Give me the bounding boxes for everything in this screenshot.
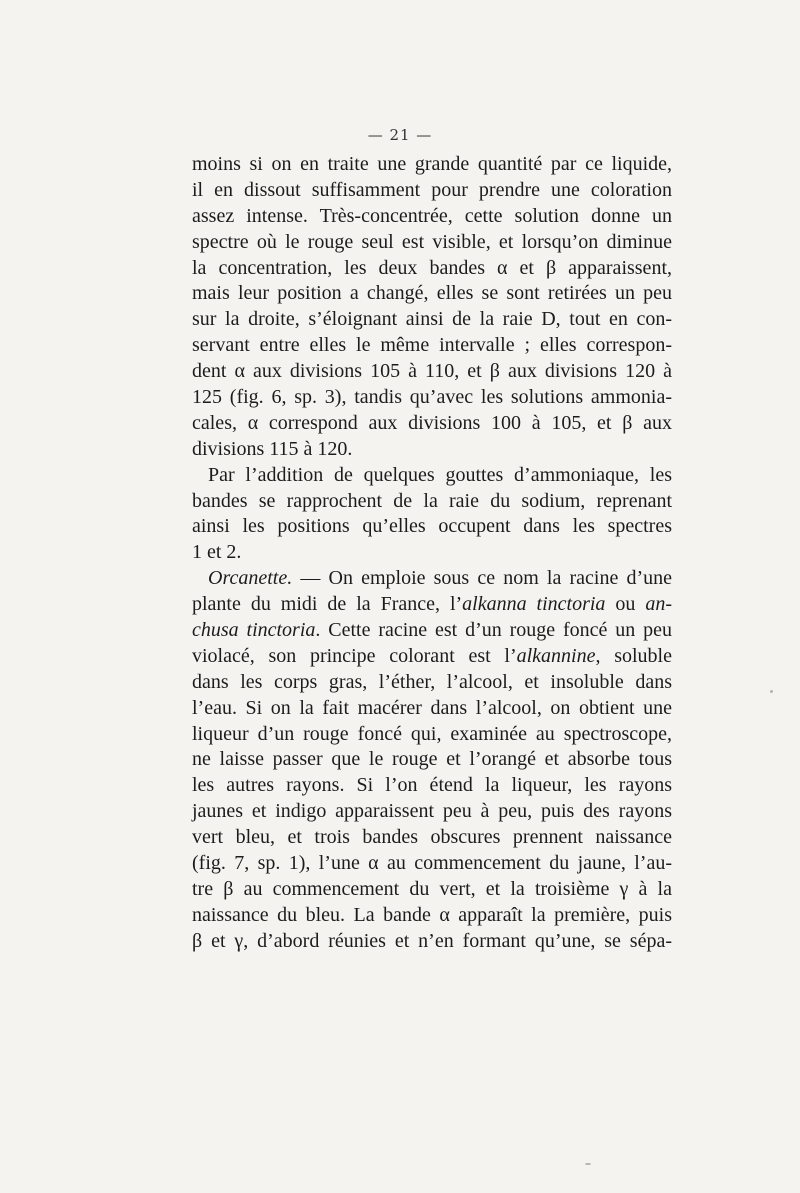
latin-name: alkanna tinctoria — [462, 593, 606, 616]
text-segment: . Cette racine est d’un rouge foncé un peu — [315, 619, 672, 642]
text-line: la concentration, les deux bandes α et β apparaissent, — [192, 256, 672, 279]
text-line: ne laisse passer que le rouge et l’orangé et absorbe tous — [192, 748, 672, 771]
text-line: spectre où le rouge seul est visible, et lorsqu’on diminue — [192, 230, 672, 253]
text-line: 1 et 2. — [192, 541, 242, 564]
text-line — [192, 618, 672, 644]
paper-speck — [770, 690, 773, 693]
text-segment: — On emploie sous ce nom la racine d’une — [292, 567, 672, 590]
text-line: naissance du bleu. La bande α apparaît la première, puis — [192, 903, 672, 926]
text-line — [192, 566, 672, 592]
text-line: tre β au commencement du vert, et la troisième γ à la — [192, 877, 672, 900]
text-line: dans les corps gras, l’éther, l’alcool, et insoluble dans — [192, 670, 672, 693]
text-segment: plante du midi de la France, l’ — [192, 593, 463, 616]
text-line — [192, 592, 672, 618]
text-line: mais leur position a changé, elles se sont retirées un peu — [192, 282, 672, 305]
latin-name: an- — [645, 593, 673, 616]
text-line: servant entre elles le même intervalle ; elles correspon- — [192, 334, 672, 357]
text-line: vert bleu, et trois bandes obscures prennent naissance — [192, 826, 672, 849]
text-line: moins si on en traite une grande quantité par ce liquide, — [192, 153, 672, 175]
text-line: (fig. 7, sp. 1), l’une α au commencement du jaune, l’au- — [192, 852, 672, 875]
text-line: Par l’addition de quelques gouttes d’ammoniaque, les — [208, 463, 672, 486]
page-number: — 21 — — [367, 126, 433, 144]
text-line: divisions 115 à 120. — [192, 437, 353, 460]
text-line: liqueur d’un rouge foncé qui, examinée au spectroscope, — [192, 722, 672, 745]
text-line — [192, 644, 672, 670]
section-heading: Orcanette. — [208, 567, 293, 590]
latin-name: chusa tinctoria — [192, 619, 316, 642]
text-segment: violacé, son principe colorant est l’ — [192, 644, 517, 667]
text-line: dent α aux divisions 105 à 110, et β aux divisions 120 à — [192, 360, 672, 383]
paper-speck — [585, 1163, 591, 1165]
text-line: les autres rayons. Si l’on étend la liqueur, les rayons — [192, 774, 672, 797]
text-line: il en dissout suffisamment pour prendre une coloration — [192, 178, 672, 201]
text-segment: ou — [605, 593, 646, 616]
body-text — [192, 152, 672, 955]
chemical-name: alkannine — [516, 644, 596, 667]
text-line: β et γ, d’abord réunies et n’en formant qu’une, se sépa- — [192, 929, 672, 952]
text-line: bandes se rapprochent de la raie du sodium, reprenant — [192, 489, 672, 512]
text-line: assez intense. Très-concentrée, cette solution donne un — [192, 204, 672, 227]
text-line: cales, α correspond aux divisions 100 à 105, et β aux — [192, 411, 672, 434]
text-line: 125 (fig. 6, sp. 3), tandis qu’avec les solutions ammonia- — [192, 386, 672, 409]
text-line: jaunes et indigo apparaissent peu à peu, puis des rayons — [192, 800, 672, 823]
text-line: sur la droite, s’éloignant ainsi de la raie D, tout en con- — [192, 308, 672, 331]
text-line: ainsi les positions qu’elles occupent dans les spectres — [192, 515, 672, 538]
text-segment: , soluble — [595, 644, 672, 667]
text-line: l’eau. Si on la fait macérer dans l’alcool, on obtient une — [192, 696, 672, 719]
